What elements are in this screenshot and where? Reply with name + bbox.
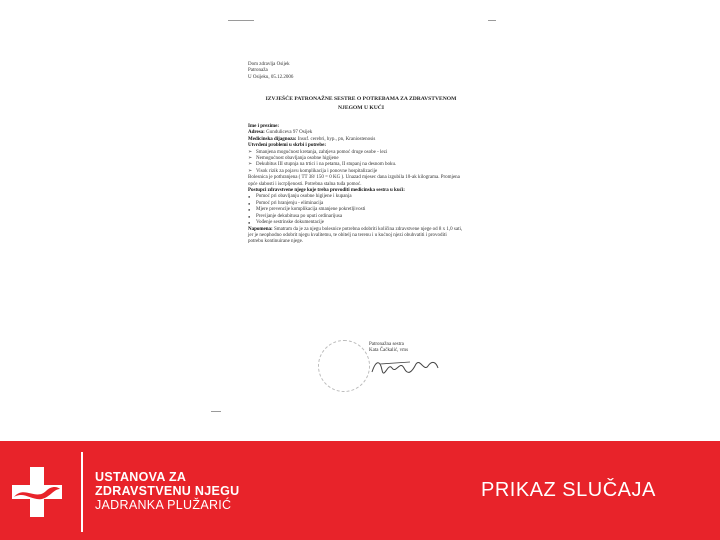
signature-name: Kata Čačkalić, vms xyxy=(369,348,409,354)
institution-name xyxy=(95,470,239,512)
institution-line: JADRANKA PLUŽARIĆ xyxy=(95,498,232,512)
address-label: Adresa: xyxy=(248,130,265,136)
scan-artifact xyxy=(228,20,254,21)
header-line: Patronaža xyxy=(248,68,268,74)
handwritten-signature xyxy=(370,354,440,378)
assessment-text: Bolesnica je pothranjena ( TT 38/ 150 = 0 KG ). Unazad mjesec dana izgubila 10-ak kilograma. Promjena opće slabosti i iscrpljenosti. Potrebna stalna tuđa pomoć. xyxy=(248,175,460,187)
institution-line: ZDRAVSTVENU NJEGU xyxy=(95,484,240,498)
signature-block xyxy=(369,342,408,355)
address-value: Gunduliceva 97 Osijek xyxy=(266,130,313,136)
care-heading: Postupci zdravstvene njege koje treba provoditi medicinska sestra u kući: xyxy=(248,188,405,194)
care-item: ● Previjanje dekubitusa po uputi ordinarijusa xyxy=(248,214,463,220)
finding-item: ➢ Nemogućnost obavljanja osobne higijene xyxy=(248,156,463,162)
scan-artifact xyxy=(211,411,221,412)
scan-artifact xyxy=(488,20,496,21)
diagnosis-value: Insuf. cerebri, hyp., pn, Kraniostenosis xyxy=(297,136,376,142)
care-item: ● Vođenje sestrinske dokumentacije xyxy=(248,220,463,226)
finding-item: ➢ Smanjena mogućnost kretanja, zahtjeva pomoć druge osobe - lezi xyxy=(248,150,463,156)
document-header xyxy=(248,62,293,81)
note-text: Smatram da je za njegu bolesnice potrebna odobriti količina zdravstvene njege od 8 x 1,0 sati, jer je neophodno odobrit njegu kvalitetnu, te obitelj na terenu i u kućnoj njezi obuhvatiti i provoditi potrebu kontinuirane njege. xyxy=(248,226,463,245)
cross-logo-icon xyxy=(12,467,62,517)
care-item: ● Mjere prevencije komplikacija smanjene pokretljivosti xyxy=(248,207,463,213)
care-item: ● Pomoć pri obavljanju osobne higijene i kupanja xyxy=(248,194,463,200)
signature-label: Patronažna sestra xyxy=(369,342,404,347)
footer-divider xyxy=(81,452,83,532)
finding-item: ➢ Visok rizik za pojavu komplikacija i ponovne hospitalizacije xyxy=(248,169,463,175)
header-line: Dom zdravlja Osijek xyxy=(248,62,290,67)
note-label: Napomena: xyxy=(248,226,273,232)
document-title: IZVJEŠĆE PATRONAŽNE SESTRE O POTREBAMA ZA ZDRAVSTVENOM NJEGOM U KUĆI xyxy=(265,96,457,111)
stamp-seal xyxy=(318,340,370,392)
diagnosis-label: Medicinska dijagnoza: xyxy=(248,136,297,142)
scanned-document xyxy=(234,52,464,382)
care-item: ● Pomoć pri hranjenju - eliminacija xyxy=(248,201,463,207)
header-line: U Osijeku, 05.12.2006 xyxy=(248,74,294,80)
slide-title: PRIKAZ SLUČAJA xyxy=(481,479,656,501)
institution-line: USTANOVA ZA xyxy=(95,470,187,484)
findings-heading: Utvrđeni problemi u skrbi i potrebe: xyxy=(248,143,327,149)
document-body xyxy=(248,124,463,246)
finding-item: ➢ Dekubitus III stupnja na trtici i na petama, II stupanj na desnom boku. xyxy=(248,162,463,168)
name-label: Ime i prezime: xyxy=(248,124,280,129)
